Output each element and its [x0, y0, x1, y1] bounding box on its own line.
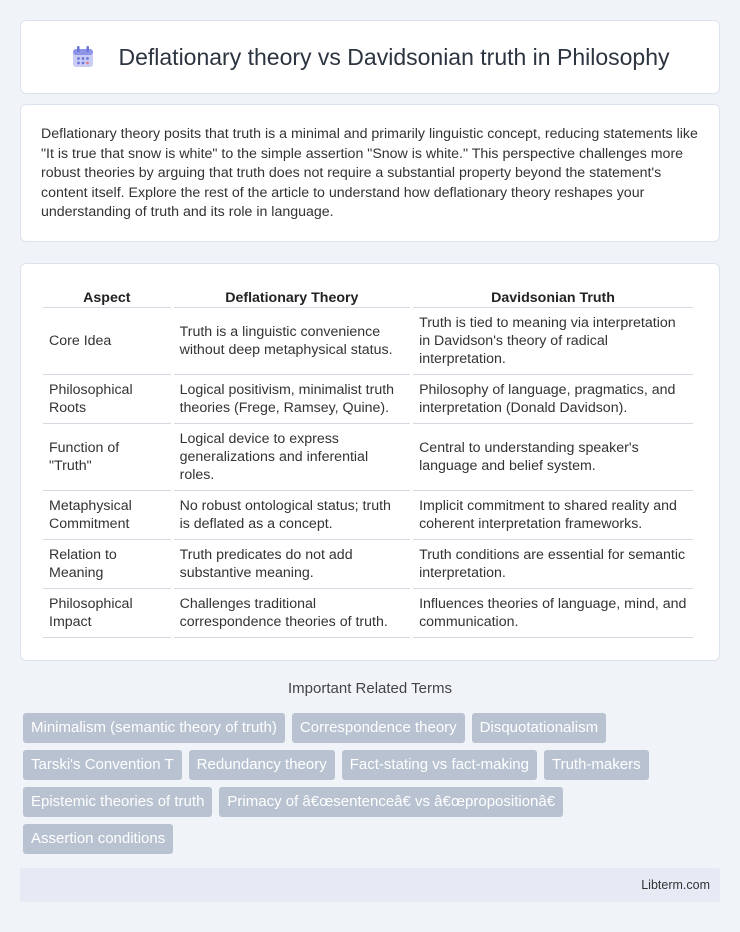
cell-deflationary: Truth is a linguistic convenience without deep metaphysical status.: [174, 308, 410, 375]
cell-aspect: Philosophical Roots: [43, 375, 171, 424]
comparison-table: [40, 286, 696, 638]
cell-deflationary: Truth predicates do not add substantive meaning.: [174, 540, 410, 589]
cell-davidsonian: Influences theories of language, mind, and communication.: [413, 589, 693, 638]
comparison-card: [20, 263, 720, 661]
tag-disquotationalism[interactable]: Disquotationalism: [472, 713, 606, 743]
table-header-row: [43, 286, 693, 308]
tag-primacy-sentence-proposition[interactable]: Primacy of â€œsentenceâ€ vs â€œpropositionâ€: [219, 787, 563, 817]
page-title: Deflationary theory vs Davidsonian truth in Philosophy: [118, 43, 670, 70]
footer-site-link[interactable]: Libterm.com: [641, 878, 710, 892]
calendar-icon: [70, 44, 96, 70]
cell-davidsonian: Truth conditions are essential for semantic interpretation.: [413, 540, 693, 589]
related-terms: [23, 713, 723, 861]
table-row: [43, 589, 693, 638]
cell-davidsonian: Philosophy of language, pragmatics, and interpretation (Donald Davidson).: [413, 375, 693, 424]
cell-aspect: Core Idea: [43, 308, 171, 375]
tag-truth-makers[interactable]: Truth-makers: [544, 750, 649, 780]
cell-deflationary: Challenges traditional correspondence theories of truth.: [174, 589, 410, 638]
intro-card: [20, 104, 720, 242]
cell-deflationary: Logical device to express generalizations and inferential roles.: [174, 424, 410, 491]
tag-row: [23, 713, 723, 743]
related-terms-title: Important Related Terms: [288, 680, 452, 697]
tag-assertion-conditions[interactable]: Assertion conditions: [23, 824, 173, 854]
tag-correspondence-theory[interactable]: Correspondence theory: [292, 713, 465, 743]
tag-row: [23, 824, 723, 854]
cell-deflationary: Logical positivism, minimalist truth theories (Frege, Ramsey, Quine).: [174, 375, 410, 424]
tag-tarski-convention-t[interactable]: Tarski's Convention T: [23, 750, 182, 780]
tag-minimalism[interactable]: Minimalism (semantic theory of truth): [23, 713, 285, 743]
table-row: [43, 308, 693, 375]
header-deflationary: Deflationary Theory: [174, 286, 410, 308]
cell-aspect: Relation to Meaning: [43, 540, 171, 589]
cell-aspect: Metaphysical Commitment: [43, 491, 171, 540]
cell-davidsonian: Implicit commitment to shared reality and coherent interpretation frameworks.: [413, 491, 693, 540]
cell-deflationary: No robust ontological status; truth is deflated as a concept.: [174, 491, 410, 540]
tag-row: [23, 787, 723, 817]
header-aspect: Aspect: [43, 286, 171, 308]
cell-davidsonian: Truth is tied to meaning via interpretation in Davidson's theory of radical interpretation.: [413, 308, 693, 375]
tag-row: [23, 750, 723, 780]
cell-davidsonian: Central to understanding speaker's language and belief system.: [413, 424, 693, 491]
cell-aspect: Philosophical Impact: [43, 589, 171, 638]
footer: [20, 868, 720, 902]
header-card: [20, 20, 720, 94]
tag-redundancy-theory[interactable]: Redundancy theory: [189, 750, 335, 780]
intro-text: Deflationary theory posits that truth is a minimal and primarily linguistic concept, reducing statements like "It is true that snow is white" to the simple assertion "Snow is white." This perspective challenges more robust theories by arguing that truth does not require a substantial property beyond the statement's content itself. Explore the rest of the article to understand how deflationary theory reshapes your understanding of truth and its role in language.: [41, 126, 698, 221]
table-row: [43, 540, 693, 589]
table-row: [43, 375, 693, 424]
table-row: [43, 424, 693, 491]
header-davidsonian: Davidsonian Truth: [413, 286, 693, 308]
tag-fact-stating[interactable]: Fact-stating vs fact-making: [342, 750, 537, 780]
cell-aspect: Function of "Truth": [43, 424, 171, 491]
table-row: [43, 491, 693, 540]
tag-epistemic-theories[interactable]: Epistemic theories of truth: [23, 787, 212, 817]
